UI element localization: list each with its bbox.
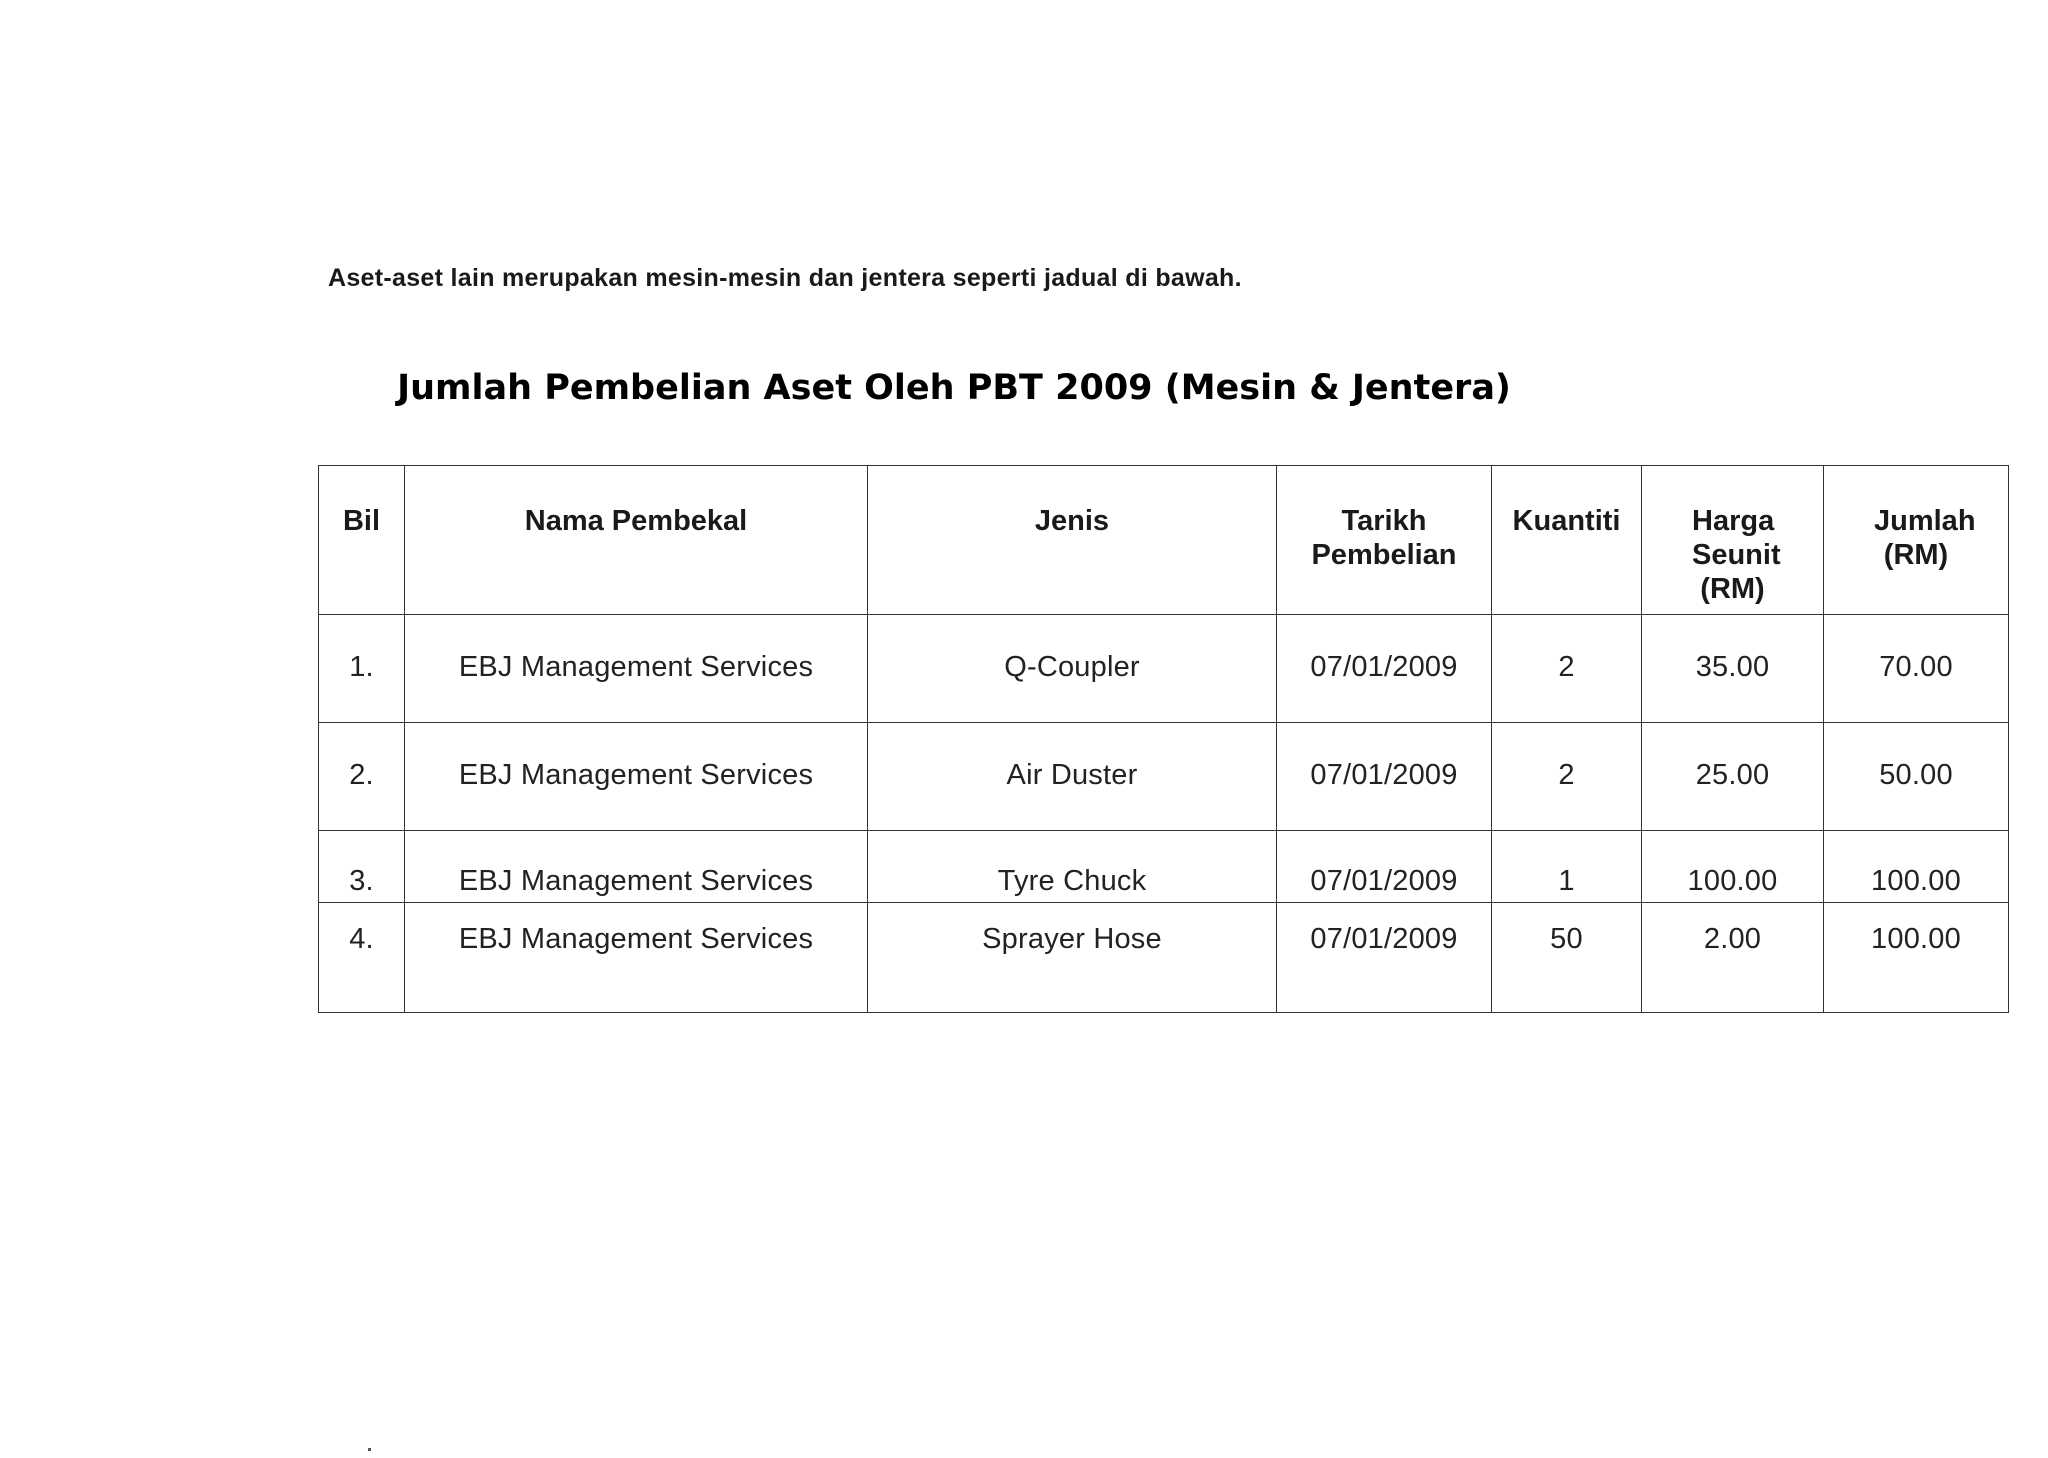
cell-tarikh-pembelian: 07/01/2009 xyxy=(1277,831,1492,903)
cell-nama-pembekal: EBJ Management Services xyxy=(405,831,868,903)
header-kuantiti: Kuantiti xyxy=(1492,466,1642,615)
header-bil: Bil xyxy=(319,466,405,615)
header-tarikh-pembelian: Tarikh Pembelian xyxy=(1277,466,1492,615)
table-row xyxy=(319,831,2009,903)
cell-kuantiti: 50 xyxy=(1492,903,1642,1013)
table-header-row xyxy=(319,466,2009,615)
cell-jumlah: 100.00 xyxy=(1824,903,2009,1013)
cell-nama-pembekal: EBJ Management Services xyxy=(405,615,868,723)
header-jenis: Jenis xyxy=(868,466,1277,615)
cell-nama-pembekal: EBJ Management Services xyxy=(405,903,868,1013)
cell-bil: 4. xyxy=(319,903,405,1013)
table-row xyxy=(319,903,2009,1013)
intro-paragraph: Aset-aset lain merupakan mesin-mesin dan jentera seperti jadual di bawah. xyxy=(328,264,1242,292)
cell-bil: 3. xyxy=(319,831,405,903)
cell-tarikh-pembelian: 07/01/2009 xyxy=(1277,615,1492,723)
cell-jumlah: 70.00 xyxy=(1824,615,2009,723)
header-harga-seunit: Harga Seunit (RM) xyxy=(1642,466,1824,615)
cell-kuantiti: 2 xyxy=(1492,615,1642,723)
cell-harga-seunit: 25.00 xyxy=(1642,723,1824,831)
cell-jumlah: 50.00 xyxy=(1824,723,2009,831)
cell-harga-seunit: 2.00 xyxy=(1642,903,1824,1013)
header-jumlah: Jumlah (RM) xyxy=(1824,466,2009,615)
cell-bil: 1. xyxy=(319,615,405,723)
cell-harga-seunit: 100.00 xyxy=(1642,831,1824,903)
table-row xyxy=(319,723,2009,831)
cell-kuantiti: 1 xyxy=(1492,831,1642,903)
cell-jenis: Tyre Chuck xyxy=(868,831,1277,903)
header-nama-pembekal: Nama Pembekal xyxy=(405,466,868,615)
cell-jenis: Q-Coupler xyxy=(868,615,1277,723)
table-row xyxy=(319,615,2009,723)
cell-tarikh-pembelian: 07/01/2009 xyxy=(1277,723,1492,831)
cell-tarikh-pembelian: 07/01/2009 xyxy=(1277,903,1492,1013)
cell-jumlah: 100.00 xyxy=(1824,831,2009,903)
table-title: Jumlah Pembelian Aset Oleh PBT 2009 (Mesin & Jentera) xyxy=(397,368,1511,408)
cell-nama-pembekal: EBJ Management Services xyxy=(405,723,868,831)
asset-purchase-table xyxy=(318,465,2009,1013)
cell-kuantiti: 2 xyxy=(1492,723,1642,831)
cell-jenis: Sprayer Hose xyxy=(868,903,1277,1013)
cell-bil: 2. xyxy=(319,723,405,831)
cell-jenis: Air Duster xyxy=(868,723,1277,831)
cell-harga-seunit: 35.00 xyxy=(1642,615,1824,723)
scan-speck xyxy=(368,1448,371,1451)
